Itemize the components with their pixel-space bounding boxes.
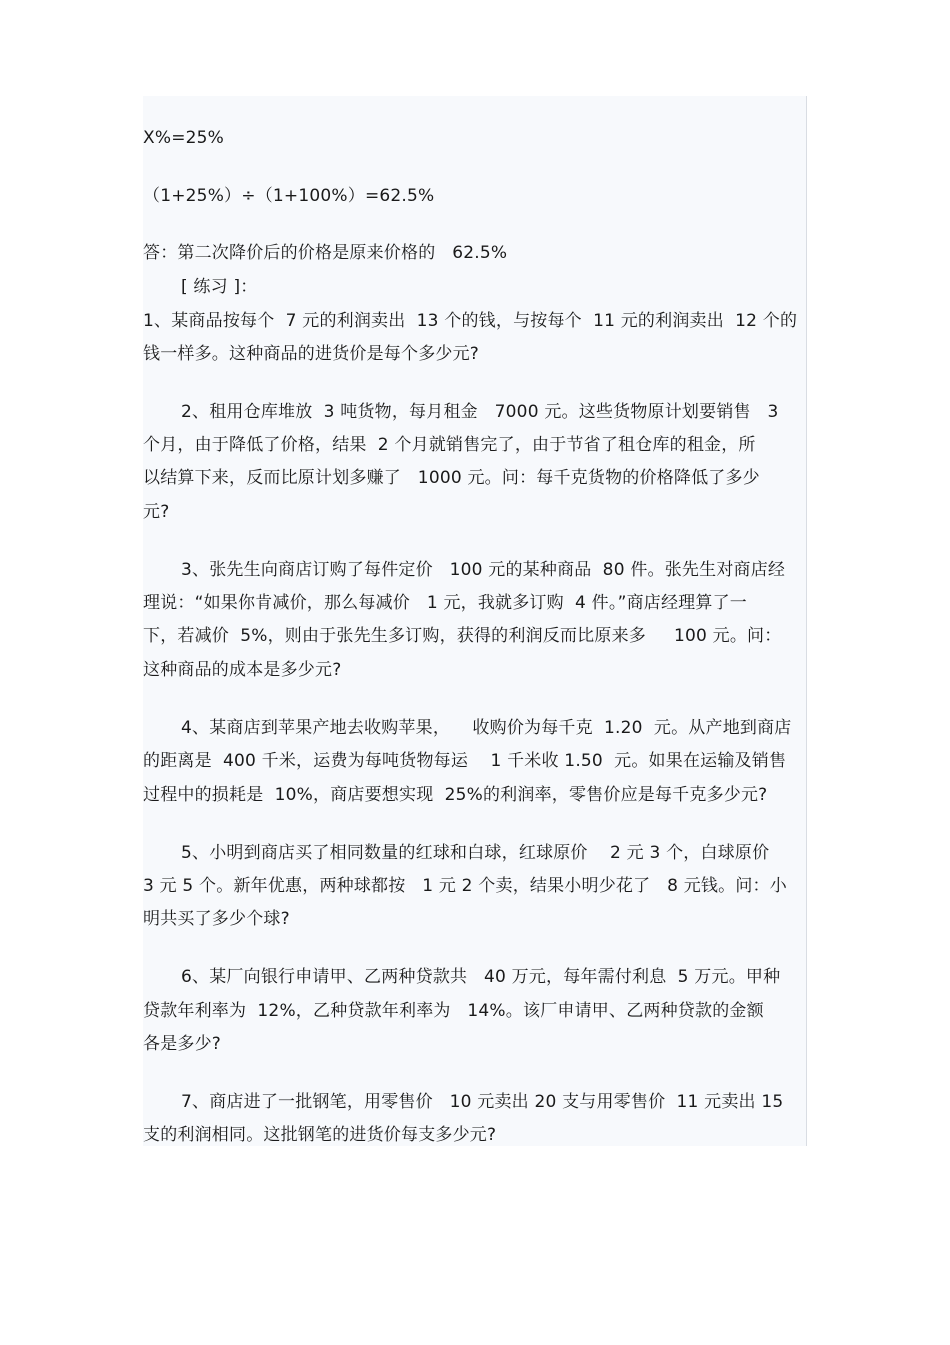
problem-3-line-2: 理说：“如果你肯减价，那么每减价 1 元，我就多订购 4 件。”商店经理算了一 [143,593,747,613]
problem-5-line-3: 明共买了多少个球? [143,909,290,929]
problem-1-line-1: 1、某商品按每个 7 元的利润卖出 13 个的钱，与按每个 11 元的利润卖出 12 个的 [143,311,798,331]
equation-ratio: （1+25%）÷（1+100%）=62.5% [143,186,435,206]
problem-2-line-2: 个月，由于降低了价格，结果 2 个月就销售完了，由于节省了租仓库的租金，所 [143,435,756,455]
problem-2-line-3: 以结算下来，反而比原计划多赚了 1000 元。问：每千克货物的价格降低了多少 [143,468,760,488]
problem-3-line-3: 下，若减价 5%，则由于张先生多订购，获得的利润反而比原来多 100 元。问： [143,626,782,646]
problem-2-line-4: 元? [143,502,170,522]
problem-6-line-3: 各是多少? [143,1034,222,1054]
problem-6-line-1: 6、某厂向银行申请甲、乙两种贷款共 40 万元，每年需付利息 5 万元。甲种 [181,967,781,987]
problem-5-line-2: 3 元 5 个。新年优惠，两种球都按 1 元 2 个卖，结果小明少花了 8 元钱。问：小 [143,876,787,896]
problem-5-line-1: 5、小明到商店买了相同数量的红球和白球，红球原价 2 元 3 个，白球原价 [181,843,770,863]
problem-4-line-2: 的距离是 400 千米，运费为每吨货物每运 1 千米收 1.50 元。如果在运输及销售 [143,751,787,771]
problem-4-line-1: 4、某商店到苹果产地去收购苹果， 收购价为每千克 1.20 元。从产地到商店 [181,718,792,738]
equation-x-percent: X%=25% [143,128,225,148]
problem-4-line-3: 过程中的损耗是 10%，商店要想实现 25%的利润率，零售价应是每千克多少元? [143,785,768,805]
problem-2-line-1: 2、租用仓库堆放 3 吨货物，每月租金 7000 元。这些货物原计划要销售 3 [181,402,779,422]
exercise-heading: [ 练习 ]： [181,277,258,297]
problem-3-line-1: 3、张先生向商店订购了每件定价 100 元的某种商品 80 件。张先生对商店经 [181,560,786,580]
answer-line: 答：第二次降价后的价格是原来价格的 62.5% [143,243,508,263]
problem-7-line-2: 支的利润相同。这批钢笔的进货价每支多少元? [143,1125,497,1145]
problem-3-line-4: 这种商品的成本是多少元? [143,660,342,680]
problem-6-line-2: 贷款年利率为 12%，乙种贷款年利率为 14%。该厂申请甲、乙两种贷款的金额 [143,1001,764,1021]
problem-7-line-1: 7、商店进了一批钢笔，用零售价 10 元卖出 20 支与用零售价 11 元卖出 15 [181,1092,784,1112]
problem-1-line-2: 钱一样多。这种商品的进货价是每个多少元? [143,344,480,364]
